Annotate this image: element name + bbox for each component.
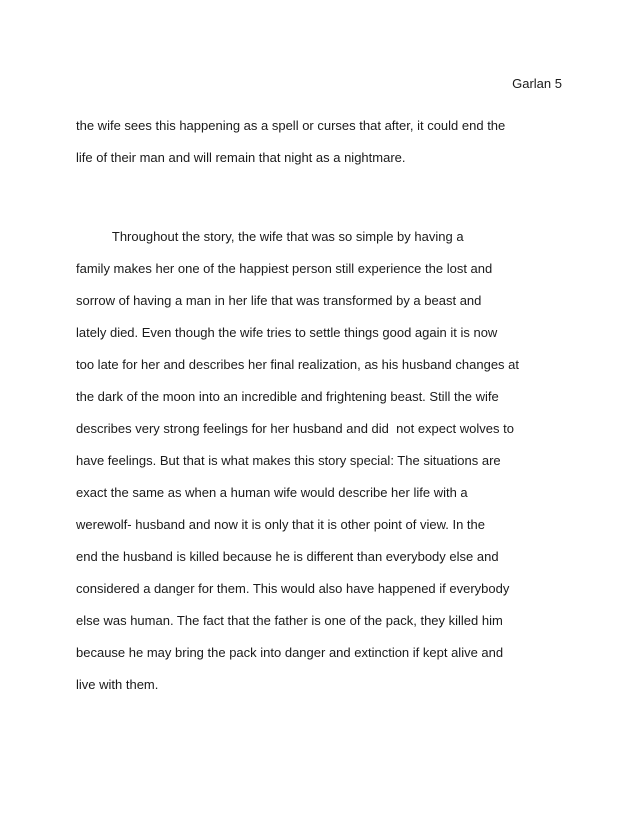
- paragraph-2: [76, 229, 576, 709]
- text-line: life of their man and will remain that night as a nightmare.: [76, 150, 406, 165]
- text-line: considered a danger for them. This would also have happened if everybody: [76, 581, 510, 596]
- text-line: end the husband is killed because he is different than everybody else and: [76, 549, 499, 564]
- running-head: Garlan 5: [512, 76, 562, 91]
- text-line: lately died. Even though the wife tries to settle things good again it is now: [76, 325, 498, 340]
- text-line: family makes her one of the happiest person still experience the lost and: [76, 261, 493, 276]
- text-line: sorrow of having a man in her life that was transformed by a beast and: [76, 293, 482, 308]
- text-line: too late for her and describes her final realization, as his husband changes at: [76, 357, 519, 372]
- text-line: the dark of the moon into an incredible and frightening beast. Still the wife: [76, 389, 499, 404]
- text-line: the wife sees this happening as a spell or curses that after, it could end the: [76, 118, 506, 133]
- text-line: else was human. The fact that the father is one of the pack, they killed him: [76, 613, 503, 628]
- text-line-indented: Throughout the story, the wife that was so simple by having a: [76, 229, 464, 244]
- text-line: werewolf- husband and now it is only that it is other point of view. In the: [76, 517, 486, 532]
- paragraph-1: [76, 118, 576, 182]
- text-line: describes very strong feelings for her husband and did not expect wolves to: [76, 421, 514, 436]
- text-line: because he may bring the pack into danger and extinction if kept alive and: [76, 645, 504, 660]
- text-line: have feelings. But that is what makes this story special: The situations are: [76, 453, 501, 468]
- text-line: live with them.: [76, 677, 159, 692]
- text-line: exact the same as when a human wife would describe her life with a: [76, 485, 468, 500]
